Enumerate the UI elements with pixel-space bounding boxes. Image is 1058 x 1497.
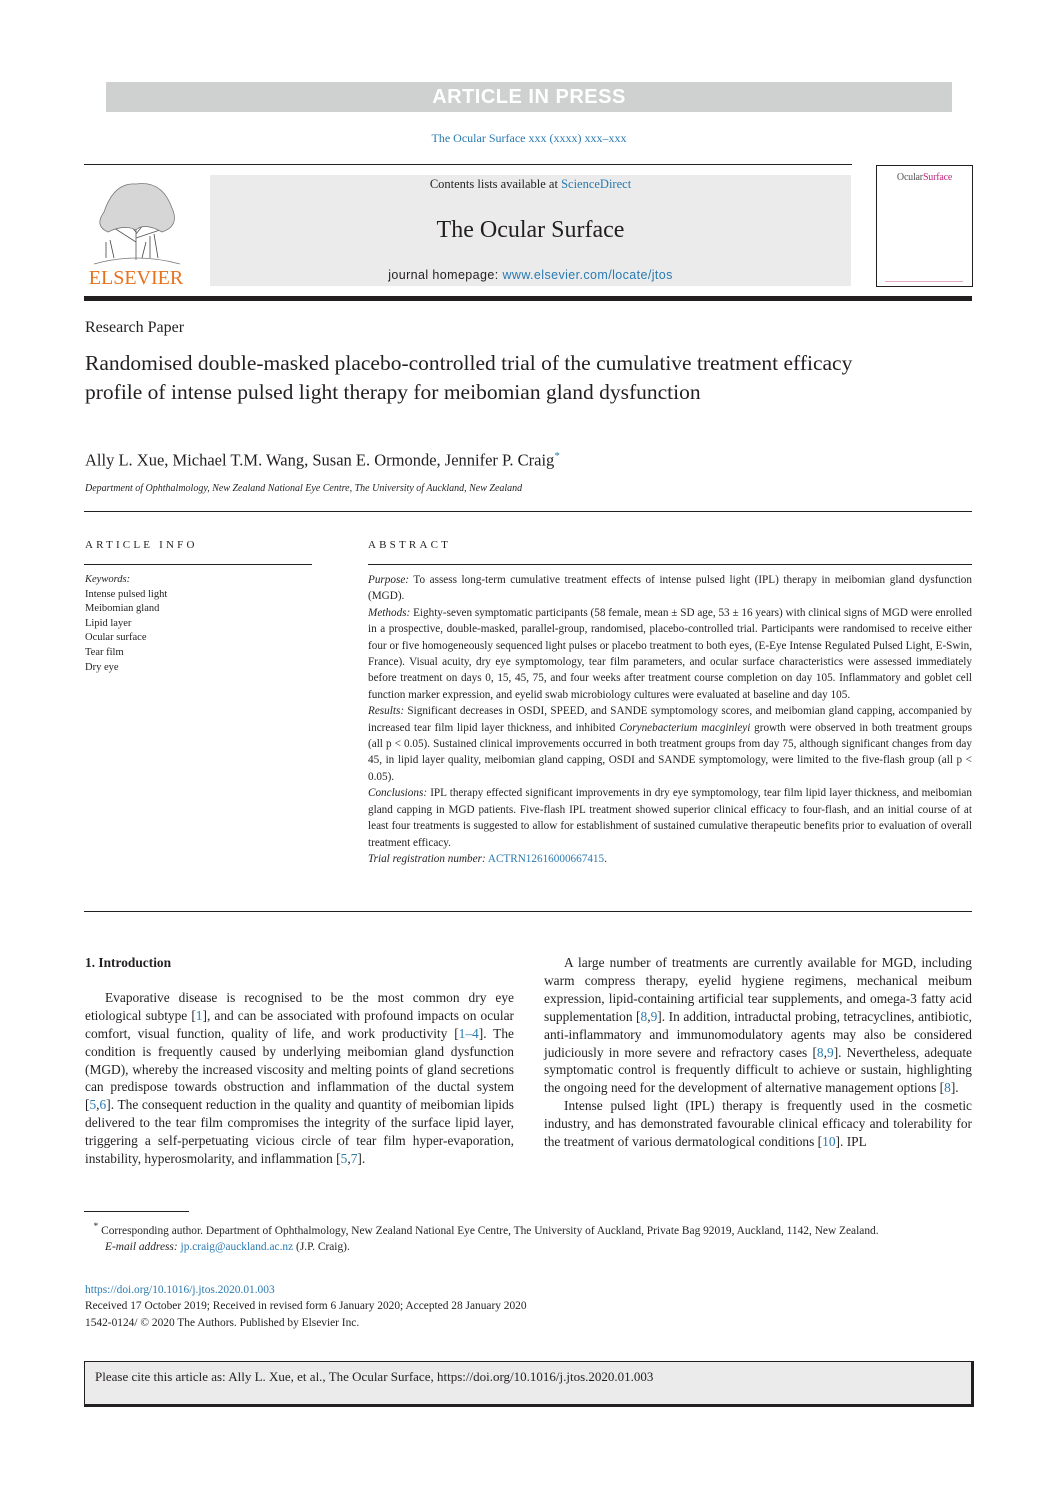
article-in-press-banner: ARTICLE IN PRESS xyxy=(106,82,952,112)
abstract-rule xyxy=(368,564,972,565)
homepage-line xyxy=(210,268,851,282)
elsevier-logo[interactable] xyxy=(84,172,188,290)
cover-title-b: Surface xyxy=(922,172,953,183)
citation-link[interactable]: 7 xyxy=(350,1151,358,1167)
citation-text: Please cite this article as: Ally L. Xue, et al., The Ocular Surface, https://doi.org/10.1016/j.jtos.2020.01.003 xyxy=(95,1369,654,1384)
body-paragraph: Evaporative disease is recognised to be the most common dry eye etiological subtype [1], and can be associated with profound impacts on ocular comfort, visual function, quality of life, and work productivity [1–4]. The condition is frequently caused by underlying meibomian gland dysfunction (MGD), whereby the increased viscosity and melting points of gland secretions can predispose towards obstruction and inflammation of the ductal system [5,6]. The consequent reduction in the quality and quantity of meibomian lipids delivered to the tear film compromises the integrity of the surface lipid layer, triggering a self-perpetuating vicious circle of tear film hyper-evaporation, instability, hyperosmolarity, and inflammation [5,7]. xyxy=(85,989,514,1167)
body-text: ]. In addition, intraductal probing, tetracyclines, antibiotic, anti-inflammatory and immunomodulatory agents may also be considered judiciously in more severe and refractory cases [ xyxy=(544,1008,972,1060)
keywords-label: Keywords: xyxy=(85,574,131,585)
publication-info xyxy=(85,1282,527,1331)
citation-link[interactable]: 9 xyxy=(650,1008,658,1024)
body-text: ]. xyxy=(357,1151,366,1167)
body-text: ]. The consequent reduction in the quality and quantity of meibomian lipids delivered to the tear film compromises the integrity of the surface lipid layer, triggering a self-perpetuating vicious circle of tear film hyper-evaporation, instability, hyperosmolarity, and inflammation [ xyxy=(85,1097,514,1167)
cover-title-a: Ocular xyxy=(896,172,923,183)
abstract-heading: ABSTRACT xyxy=(368,539,452,551)
body-paragraph xyxy=(544,1097,972,1151)
keyword-item: Tear film xyxy=(85,646,124,658)
abstract-purpose xyxy=(368,572,972,605)
methods-text: Eighty-seven symptomatic participants (58 female, mean ± SD age, 53 ± 16 years) with clinical signs of MGD were enrolled in a prospective, double-masked, parallel-group, randomised, placebo-controlled trial. Participants were randomised to receive either four or five homogeneously sequenced light pulses or placebo treatment to both eyes, (E-Eye Intense Regulated Pulsed Light, E-Swin, France). Visual acuity, dry eye symptomology, tear film parameters, and ocular surface characteristics were assessed immediately before treatment on days 0, 15, 45, 75, and four weeks after treatment course completion on day 105. Inflammatory and goblet cell function marker expression, and eyelid swab microbiology cultures were evaluated at baseline and day 105. xyxy=(368,606,972,701)
contents-prefix: Contents lists available at xyxy=(429,177,562,191)
citation-link[interactable]: 8 xyxy=(816,1044,824,1060)
homepage-link[interactable]: www.elsevier.com/locate/jtos xyxy=(502,268,673,282)
journal-title: The Ocular Surface xyxy=(436,217,625,243)
purpose-text: To assess long-term cumulative treatment effects of intense pulsed light (IPL) therapy in meibomian gland dysfunction (MGD). xyxy=(368,574,972,603)
journal-banner xyxy=(210,175,851,286)
citation-link[interactable]: 6 xyxy=(99,1097,107,1113)
body-text: ]. Nevertheless, adequate symptomatic control is frequently difficult to achieve or sustain, highlighting the ongoing need for the development of alternative management options [ xyxy=(544,1044,972,1096)
body-text: A large number of treatments are currently available for MGD, including warm compress therapy, eyelid hygiene regimens, mechanical meibum expression, lipid-containing artificial tear supplements, and omega-3 fatty acid supplementation [ xyxy=(544,955,972,1024)
section-heading: 1. Introduction xyxy=(85,955,172,970)
citation-link[interactable]: 5 xyxy=(340,1151,348,1167)
conclusions-label: Conclusions: xyxy=(368,787,428,800)
elsevier-wordmark: ELSEVIER xyxy=(88,267,184,289)
header-thick-rule xyxy=(84,296,972,301)
body-text: Evaporative disease is recognised to be the most common dry eye etiological subtype [ xyxy=(85,989,514,1023)
section-rule xyxy=(84,911,972,912)
keyword-item: Ocular surface xyxy=(85,632,147,644)
body-text: ]. IPL xyxy=(835,1134,867,1150)
article-type: Research Paper xyxy=(85,319,185,336)
authors-text: Ally L. Xue, Michael T.M. Wang, Susan E. Ormonde, Jennifer P. Craig xyxy=(85,450,555,470)
email-suffix: (J.P. Craig). xyxy=(293,1240,350,1253)
affiliation: Department of Ophthalmology, New Zealand National Eye Centre, The University of Auckland, New Zealand xyxy=(85,483,523,494)
keywords-block xyxy=(85,573,167,675)
footnote-mark: * xyxy=(93,1222,99,1232)
methods-label: Methods: xyxy=(368,606,411,619)
citation-link[interactable]: 9 xyxy=(826,1044,834,1060)
citation-link[interactable]: 8 xyxy=(640,1008,648,1024)
author-list xyxy=(85,450,560,471)
keyword-item: Meibomian gland xyxy=(85,603,160,615)
body-text: ]. The condition is frequently caused by underlying meibomian gland dysfunction (MGD), whereby the increased viscosity and melting points of gland secretions can predispose towards obstruction and inflammation of the ductal system [ xyxy=(85,1025,514,1113)
purpose-label: Purpose: xyxy=(368,574,410,586)
body-column-right xyxy=(544,954,972,1151)
results-text: Significant decreases in OSDI, SPEED, and SANDE symptomology scores, and meibomian gland capping, accompanied by increased tear film lipid layer thickness, and inhibited xyxy=(368,705,972,734)
keyword-item: Dry eye xyxy=(85,661,119,673)
email-label: E-mail address: xyxy=(105,1240,178,1253)
body-text: ]. xyxy=(950,1080,959,1096)
journal-reference-link[interactable]: The Ocular Surface xxx (xxxx) xxx–xxx xyxy=(431,131,627,145)
results-label: Results: xyxy=(368,705,405,718)
species-name: Corynebacterium macginleyi xyxy=(619,721,751,734)
citation-link[interactable]: 10 xyxy=(822,1134,836,1150)
abstract-trial-registration: Trial registration number: ACTRN12616000667415. xyxy=(368,852,607,865)
sciencedirect-link[interactable]: ScienceDirect xyxy=(561,177,632,191)
doi-link[interactable]: https://doi.org/10.1016/j.jtos.2020.01.003 xyxy=(85,1284,275,1296)
email-note xyxy=(85,1239,972,1255)
abstract-results xyxy=(368,703,972,785)
article-info-heading: ARTICLE INFO xyxy=(85,539,198,551)
contents-line xyxy=(210,177,851,192)
body-text: Intense pulsed light (IPL) therapy is frequently used in the cosmetic industry, and has demonstrated favourable clinical efficacy and tolerability for the treatment of various dermatological conditions [ xyxy=(544,1098,972,1150)
abstract-methods xyxy=(368,605,972,703)
citation-link[interactable]: 1–4 xyxy=(458,1025,479,1041)
section-rule xyxy=(84,511,972,512)
article-info-rule xyxy=(84,564,312,565)
body-column-left xyxy=(85,954,514,1168)
footnote-rule xyxy=(84,1211,189,1212)
footnotes xyxy=(85,1219,972,1255)
abstract-conclusions xyxy=(368,785,972,851)
corresponding-text: Corresponding author. Department of Ophthalmology, New Zealand National Eye Centre, The University of Auckland, Private Bag 92019, Auckland, 1142, New Zealand. xyxy=(98,1224,879,1237)
abstract-body xyxy=(368,572,972,867)
header-top-rule xyxy=(84,164,852,165)
article-title: Randomised double-masked placebo-controlled trial of the cumulative treatment efficacy profile of intense pulsed light therapy for meibomian gland dysfunction xyxy=(85,351,853,404)
homepage-prefix: journal homepage: xyxy=(388,268,503,282)
copyright-line: 1542-0124/ © 2020 The Authors. Published by Elsevier Inc. xyxy=(85,1316,360,1329)
citation-link[interactable]: 5 xyxy=(89,1097,97,1113)
journal-cover-thumbnail[interactable] xyxy=(876,165,973,287)
results-text-cont: growth were observed in both treatment groups (all p < 0.05). Sustained clinical improvements occurred in both treatment groups from day 75, although significant changes from day 45, in lipid layer quality, meibomian gland capping, OSDI and SANDE symptomology, were limited to the five-flash group (all p < 0.05). xyxy=(368,721,972,783)
body-paragraph: A large number of treatments are currently available for MGD, including warm compress therapy, eyelid hygiene regimens, mechanical meibum expression, lipid-containing artificial tear supplements, and omega-3 fatty acid supplementation [8,9]. In addition, intraductal probing, tetracyclines, antibiotic, anti-inflammatory and immunomodulatory agents may also be considered judiciously in more severe and refractory cases [8,9]. Nevertheless, adequate symptomatic control is frequently difficult to achieve or sustain, highlighting the ongoing need for the development of alternative management options [8]. xyxy=(544,955,972,1096)
received-dates: Received 17 October 2019; Received in revised form 6 January 2020; Accepted 28 January 2020 xyxy=(85,1300,527,1313)
conclusions-text: IPL therapy effected significant improvements in dry eye symptomology, tear film lipid layer thickness, and meibomian gland capping in MGD patients. Five-flash IPL treatment showed superior clinical efficacy to four-flash, and an initial course of at least four treatments is suggested to allow for establishment of sustained cumulative therapeutic benefits prior to evaluation of overall treatment efficacy. xyxy=(368,787,972,849)
keyword-item: Intense pulsed light xyxy=(85,588,168,600)
citation-link[interactable]: 8 xyxy=(944,1080,951,1096)
citation-link[interactable]: 1 xyxy=(195,1007,203,1023)
cover-title xyxy=(877,172,972,183)
trial-number-link[interactable]: ACTRN12616000667415 xyxy=(487,852,605,865)
trial-label: Trial registration number: xyxy=(368,852,486,865)
citation-box xyxy=(84,1361,974,1407)
corresponding-author-note xyxy=(85,1219,972,1239)
corresponding-author-mark[interactable]: * xyxy=(554,450,560,462)
cover-decor-line xyxy=(885,281,963,282)
body-text: ], and can be associated with profound impacts on ocular comfort, visual function, quality of life, and work productivity [ xyxy=(85,1007,514,1041)
email-link[interactable]: jp.craig@auckland.ac.nz xyxy=(180,1240,294,1253)
keyword-item: Lipid layer xyxy=(85,617,132,629)
